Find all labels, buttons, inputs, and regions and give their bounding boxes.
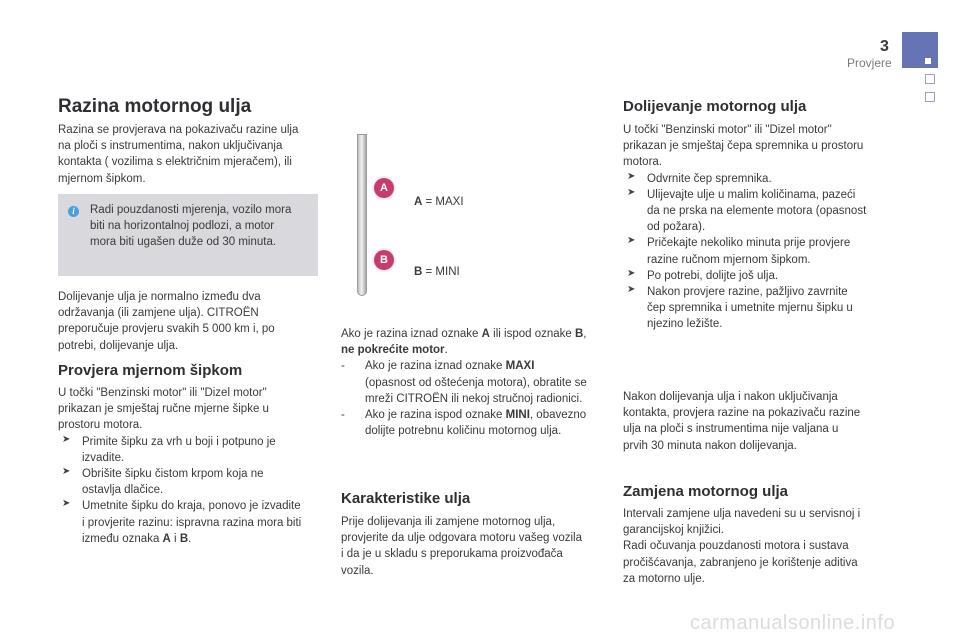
bullet-icon: ➤ [62, 433, 71, 445]
text-line: Ulijevajte ulje u malim količinama, pazeći [647, 188, 856, 201]
legend-maxi: A = MAXI [414, 196, 464, 208]
text-line: Dolijevanje ulja je normalno između dva [58, 291, 261, 303]
info-note [58, 194, 318, 276]
text-line: i da je u skladu s preporukama proizvođača [341, 548, 563, 561]
oil-characteristics-text [341, 514, 611, 579]
section-label: Provjere [847, 56, 892, 70]
level-condition-text [341, 326, 611, 439]
bullet-icon: ➤ [627, 267, 636, 279]
intro-paragraph [58, 122, 326, 187]
subtitle-dipstick-check: Provjera mjernom šipkom [58, 362, 243, 379]
marker-b-badge: B [374, 250, 394, 270]
text-line: prikazan je smještaj čepa spremnika u prostoru [623, 140, 864, 153]
text-line: i provjerite razinu: ispravna razina mora biti [82, 516, 302, 529]
dipstick-icon [357, 134, 367, 296]
text-line: provjerite da ulje odgovara motoru vašeg vozila [341, 532, 582, 545]
oil-change-text [623, 506, 893, 587]
text-line: potrebi, dolijevanje ulja. [58, 339, 179, 352]
text-line: njezino ležište. [647, 318, 723, 331]
text-line: između oznaka A i B. [82, 532, 192, 545]
text-line: Ako je razina iznad oznake MAXI [365, 360, 535, 373]
subtitle-topping-up: Dolijevanje motornog ulja [623, 98, 807, 115]
note-line: biti na horizontalnoj podlozi, a motor [90, 220, 275, 233]
page-number: 3 [880, 38, 889, 55]
dipstick-intro [58, 385, 328, 547]
text-line: prikazan je smještaj ručne mjerne šipke u [58, 403, 269, 416]
subtitle-oil-characteristics: Karakteristike ulja [341, 490, 471, 507]
legend-mini: B = MINI [414, 266, 460, 278]
bullet-icon: ➤ [62, 466, 71, 478]
text-line: na ploči s instrumentima, nakon uključivanja [58, 140, 283, 153]
text-line: Intervali zamjene ulja navedeni su u servisnoj i [623, 508, 861, 520]
list-item: - Ako je razina iznad oznake MAXI (opasnost od oštećenja motora), obratite se mreži CITROËN ili nekoj stručnoj radionici. [341, 358, 611, 407]
list-item [623, 284, 893, 333]
text-line: Po potrebi, dolijte još ulja. [647, 269, 779, 282]
text-line: kontakta ( vozilima s električnim mjeračem), ili [58, 156, 292, 169]
list-item [58, 466, 328, 498]
text-line: U točki "Benzinski motor" ili "Dizel motor" [58, 387, 267, 399]
text-line: za motorno ulje. [623, 572, 705, 585]
watermark: carmanualsonline.info [690, 612, 896, 634]
subtitle-oil-change: Zamjena motornog ulja [623, 483, 789, 500]
bullet-icon: ➤ [627, 170, 636, 182]
list-item: - Ako je razina ispod oznake MINI, obavezno dolijte potrebnu količinu motornog ulja. [341, 407, 611, 439]
text-line: preporučuje provjeru svakih 5 000 km i, po [58, 323, 275, 336]
text-line: Ako je razina ispod oznake MINI, obavezno [365, 409, 587, 422]
text-line: razine ručnom mjernom šipkom. [647, 253, 811, 266]
nav-square-icon [925, 92, 935, 102]
list-item [623, 235, 893, 267]
text-line: (opasnost od oštećenja motora), obratite se [365, 376, 587, 389]
text-line: ostavlja dlačice. [82, 484, 164, 497]
text-line: čep spremnika i umetnite mjernu šipku u [647, 302, 853, 315]
note-line: mora biti ugašen duže od 30 minuta. [90, 236, 277, 249]
text-line: dolijte potrebnu količinu motornog ulja. [365, 425, 562, 438]
marker-a-badge: A [374, 178, 394, 198]
dipstick-figure [352, 134, 492, 300]
list-item [58, 434, 328, 466]
note-line: Radi pouzdanosti mjerenja, vozilo mora [90, 204, 292, 216]
text-line: Nakon dolijevanja ulja i nakon uključivanja [623, 391, 838, 403]
text-line: Radi očuvanja pouzdanosti motora i sustava [623, 540, 849, 553]
bullet-icon: ➤ [627, 235, 636, 247]
text-line: ulja na ploči s instrumentima nije valjana u [623, 423, 839, 436]
text-line: Umetnite šipku do kraja, ponovo je izvadite [82, 500, 301, 513]
text-line: izvadite. [82, 451, 125, 464]
list-item [58, 498, 328, 547]
text-line: Pričekajte nekoliko minuta prije provjere [647, 237, 851, 250]
text-line: Razina se provjerava na pokazivaču razine ulja [58, 124, 299, 136]
text-line: održavanja (ili zamjene ulja). CITROËN [58, 307, 259, 320]
text-line: prostoru motora. [58, 419, 143, 432]
list-item [623, 187, 893, 236]
text-line: U točki "Benzinski motor" ili "Dizel motor" [623, 124, 832, 136]
list-item [623, 171, 893, 187]
text-line: od požara). [647, 221, 706, 234]
list-item [623, 268, 893, 284]
bullet-icon: ➤ [627, 284, 636, 296]
text-line: da ne prska na elemente motora (opasnost [647, 205, 867, 218]
tab-square-icon [925, 58, 931, 64]
info-icon: i [68, 206, 79, 217]
section-tab[interactable] [902, 32, 938, 68]
text-line: Obrišite šipku čistom krpom koja ne [82, 468, 264, 481]
text-line: mjernom šipkom. [58, 172, 146, 185]
text-line: Odvrnite čep spremnika. [647, 172, 772, 185]
section-title-oil-level: Razina motornog ulja [58, 96, 252, 117]
topping-up-text [623, 122, 893, 333]
text-line: vozila. [341, 564, 374, 577]
text-line: Prije dolijevanja ili zamjene motornog ulja, [341, 516, 556, 528]
after-topping-up-note [623, 389, 893, 454]
text-line: kontakta, provjera razine na pokazivaču razine [623, 407, 861, 420]
text-line: prvih 30 minuta nakon dolijevanja. [623, 439, 797, 452]
nav-square-icon [925, 74, 935, 84]
text-line: motora. [623, 156, 662, 169]
text-line: Ako je razina iznad oznake A ili ispod oznake B, [341, 328, 587, 340]
text-line: Primite šipku za vrh u boji i potpuno je [82, 435, 276, 448]
text-line: garancijskoj knjižici. [623, 524, 724, 537]
text-line: pročišćavanja, zabranjeno je korištenje aditiva [623, 556, 858, 569]
text-line: Nakon provjere razine, pažljivo zavrnite [647, 286, 848, 299]
text-line: ne pokrećite motor. [341, 344, 448, 357]
text-line: mreži CITROËN ili nekoj stručnoj radionici. [365, 392, 583, 405]
bullet-icon: ➤ [62, 498, 71, 510]
bullet-icon: ➤ [627, 186, 636, 198]
topping-up-paragraph [58, 289, 326, 354]
